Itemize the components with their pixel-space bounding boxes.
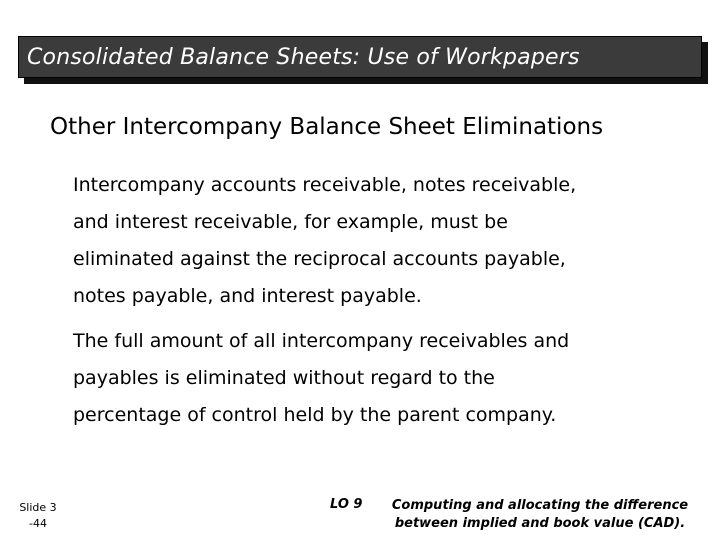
paragraph-line: eliminated against the reciprocal accounts payable, <box>73 248 566 270</box>
paragraph-line: Intercompany accounts receivable, notes receivable, <box>73 174 577 196</box>
learning-objective-code: LO 9 <box>330 497 363 512</box>
slide-number <box>18 500 58 532</box>
paragraph-line: percentage of control held by the parent company. <box>73 404 557 426</box>
paragraph-line: payables is eliminated without regard to the <box>73 367 495 389</box>
title-bar <box>18 36 702 78</box>
paragraph-line: and interest receivable, for example, must be <box>73 211 508 233</box>
learning-objective-line: Computing and allocating the difference <box>391 498 689 513</box>
slide-title: Consolidated Balance Sheets: Use of Workpapers <box>27 44 580 70</box>
learning-objective-description <box>382 497 698 533</box>
paragraph-line: notes payable, and interest payable. <box>73 285 422 307</box>
slide-subtitle: Other Intercompany Balance Sheet Eliminations <box>50 114 604 140</box>
body-paragraph-1 <box>73 167 673 315</box>
slide-number-value: -44 <box>29 517 47 530</box>
learning-objective-line: between implied and book value (CAD). <box>394 516 686 531</box>
slide-number-label: Slide 3 <box>19 501 57 514</box>
paragraph-line: The full amount of all intercompany receivables and <box>73 330 570 352</box>
body-paragraph-2 <box>73 323 673 434</box>
